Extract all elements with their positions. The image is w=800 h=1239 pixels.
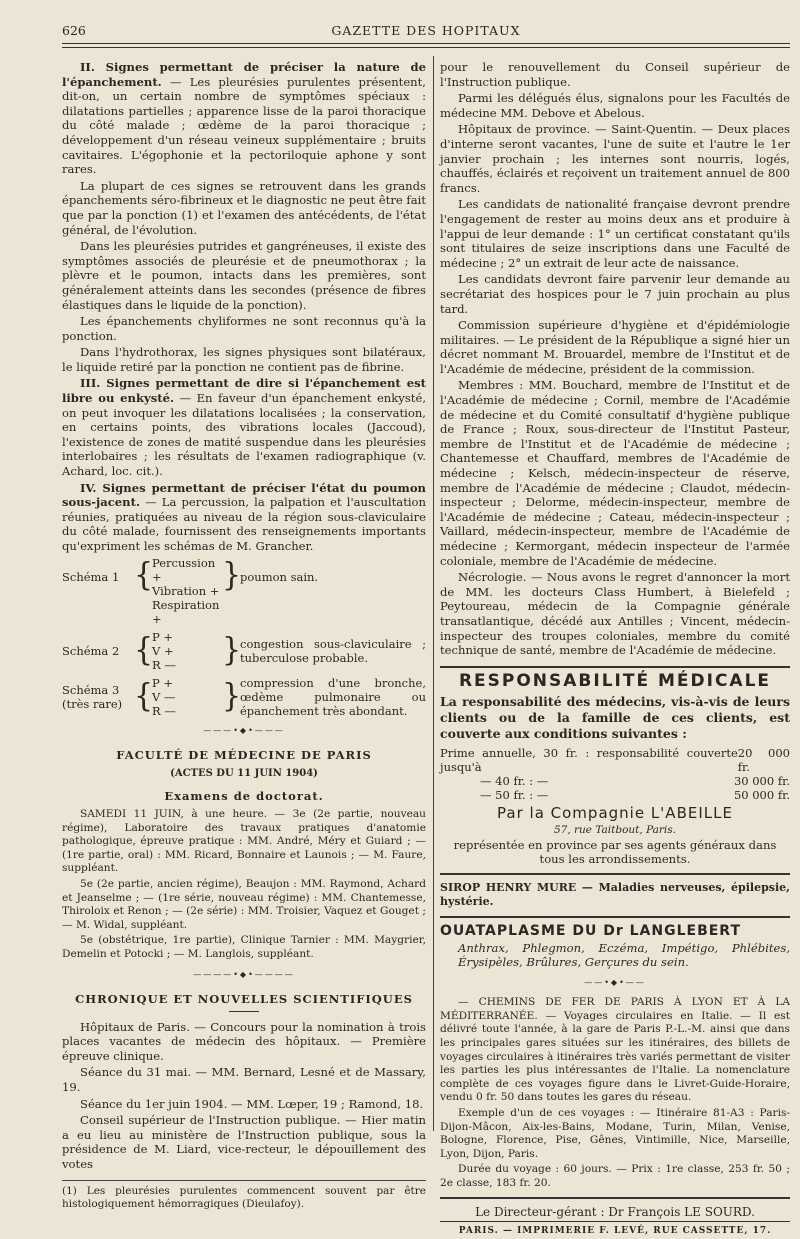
paragraph: pour le renouvellement du Conseil supérieur de l'Instruction publique.	[440, 60, 790, 89]
schema-line: V +	[152, 643, 174, 658]
paragraph: Dans l'hydrothorax, les signes physiques sont bilatéraux, le liquide retiré par la ponction ne contient pas de fibrine.	[62, 345, 426, 374]
schema-label: Schéma 2	[62, 643, 120, 658]
journal-title: GAZETTE DES HOPITAUX	[331, 22, 521, 38]
paragraph: Durée du voyage : 60 jours. — Prix : 1re classe, 253 fr. 50 ; 2e classe, 183 fr. 20.	[440, 1163, 790, 1189]
sirop-ad: SIROP HENRY MURE — Maladies nerveuses, épilepsie, hystérie.	[440, 880, 790, 909]
column-divider	[433, 56, 434, 1131]
chronique-title: CHRONIQUE ET NOUVELLES SCIENTIFIQUES	[75, 992, 413, 1007]
commission: Commission supérieure d'hygiène et d'épidémiologie militaires. — Le président de la République a signé hier un décret nommant M. Brouardel, membre de l'Institut et de l'Académie de médecine, président de la commission.	[440, 318, 790, 376]
brace-icon: {	[134, 556, 154, 594]
responsabilite-title: RESPONSABILITÉ MÉDICALE	[458, 670, 772, 691]
schema-label-text: Schéma 3	[62, 682, 120, 697]
paragraph: — CHEMINS DE FER DE PARIS À LYON ET À LA MÉDITERRANÉE. — Voyages circulaires en Italie. — Il est délivré toute l'année, à la gare de Paris P.-L.-M. ainsi que dans les principales gares situées sur les itinéraires, des billets de voyages circulaires à itinéraires très variés permettant de visiter les parties les plus intéressantes de l'Italie. La nomenclature complète de ces voyages figure dans le Livret-Guide-Horaire, vendu 0 fr. 50 dans toutes les gares du réseau.	[440, 996, 790, 1104]
schema-2	[62, 630, 426, 672]
chemins-block	[440, 996, 790, 1190]
footnote: (1) Les pleurésies purulentes commencent souvent par être histologiquement hémorragiques (Dieulafoy).	[62, 1180, 426, 1211]
section-2-title: II. Signes permettant de préciser la nature de l'épanchement.	[62, 60, 426, 89]
schema-1	[62, 556, 426, 626]
section-3-title: III. Signes permettant de dire si l'épanchement est libre ou enkysté.	[62, 376, 426, 406]
paragraph: Les épanchements chyliformes ne sont reconnus qu'à la ponction.	[62, 314, 426, 343]
footer-rule	[440, 1197, 790, 1199]
schema-line: Percussion +	[152, 555, 216, 584]
ad-rule	[440, 873, 790, 875]
abeille-title: Par la Compagnie L'ABEILLE	[497, 804, 733, 823]
paragraph: Séance du 31 mai. — MM. Bernard, Lesné et de Massary, 19.	[62, 1065, 426, 1095]
paragraph: SAMEDI 11 JUIN, à une heure. — 3e (2e partie, nouveau régime), Laboratoire des travaux pratiques d'anatomie pathologique, épreuve pratique : MM. André, Méry et Guiard ; — (1re partie, oral) : MM. Ricard, Bonnaire et Launois ; — M. Faure, suppléant.	[62, 807, 426, 875]
prime-amount: 20 000 fr.	[737, 746, 790, 775]
header-rule-2	[62, 47, 790, 48]
schema-result: poumon sain.	[240, 569, 319, 584]
ad-rule	[440, 666, 790, 668]
paragraph: Séance du 1er juin 1904. — MM. Lœper, 19 ; Ramond, 18.	[80, 1096, 424, 1111]
prime-row	[440, 746, 790, 774]
prime-label: — 40 fr. : —	[480, 774, 549, 789]
schema-line: V —	[152, 689, 176, 704]
schema-label: Schéma 1	[62, 569, 120, 584]
prime-row	[440, 774, 790, 788]
membres: Membres : MM. Bouchard, membre de l'Institut et de l'Académie de médecine ; Cornil, membre de l'Académie de médecine et du Comité consultatif d'hygiène publique de France ; Roux, sous-directeur de l'Institut Pasteur, membre de l'Institut et de l'Académie de médecine ; Chantemesse et Chauffard, membres de l'Académie de médecine ; Kelsch, médecin-inspecteur de réserve, membre de l'Académie de médecine ; Claudot, médecin-inspecteur ; Delorme, médecin-inspecteur, membre de l'Académie de médecine ; Cateau, médecin-inspecteur ; Vaillard, médecin-inspecteur, membre de l'Académie de médecine ; Kermorgant, médecin inspecteur de l'armée coloniale, membre de l'Académie de médecine.	[440, 378, 790, 568]
schema-label-note: (très rare)	[62, 696, 123, 711]
schema-line: R —	[152, 703, 176, 718]
schema-line: P +	[152, 675, 174, 690]
ouataplasme-subtitle: Anthrax, Phlegmon, Eczéma, Impétigo, Phlébites, Érysipèles, Brûlures, Gerçures du sein.	[458, 940, 790, 970]
prime-row	[440, 788, 790, 802]
brace-icon: {	[134, 677, 154, 715]
abeille-text: représentée en province par ses agents généraux dans tous les arrondissements.	[453, 837, 777, 867]
schema-lines	[152, 676, 222, 718]
paragraph: 5e (2e partie, ancien régime), Beaujon : MM. Raymond, Achard et Jeanselme ; — (1re série, nouveau régime) : MM. Chantemesse, Thiroloix et Renon ; — (2e série) : MM. Troisier, Vaquez et Gouget ; — M. Widal, suppléant.	[62, 877, 426, 931]
brace-icon: }	[222, 556, 242, 594]
abeille-address: 57, rue Taitbout, Paris.	[553, 823, 677, 836]
imprimerie: PARIS. — IMPRIMERIE F. LEVÉ, RUE CASSETTE, 17.	[458, 1226, 772, 1237]
short-rule	[229, 1011, 259, 1012]
paragraph: Les candidats de nationalité française devront prendre l'engagement de rester au moins deux ans et produire à l'appui de leur demande : 1° un certificat constatant qu'ils sont titulaires de seize inscriptions dans une Faculté de médecine ; 2° un extrait de leur acte de naissance.	[440, 197, 790, 270]
page-number: 626	[62, 22, 86, 38]
prime-table	[440, 746, 790, 802]
header-rule	[62, 43, 790, 44]
paragraph: Dans les pleurésies putrides et gangréneuses, il existe des symptômes associés de pleurésie et de pneumothorax ; la plèvre et le poumon, intacts dans les premières, sont généralement atteints dans les secondes (présence de fibres élastiques dans le liquide de la ponction).	[62, 239, 426, 312]
schema-lines	[152, 630, 222, 672]
ornament-separator: ——•◆•——	[584, 977, 646, 987]
faculte-subtitle: (ACTES DU 11 JUIN 1904)	[170, 767, 318, 779]
section-2-text: — Les pleurésies purulentes présentent, dit-on, un certain nombre de symptômes spéciaux : dilatations partielles ; apparence lisse de la paroi thoracique du côté malade ; œdème de la paroi thoracique ; développement d'un réseau veineux supplémentaire ; bruits cavitaires. L'égophonie et la pectoriloquie aphone y sont rares.	[62, 74, 426, 177]
hopitaux-province: Hôpitaux de province. — Saint-Quentin. — Deux places d'interne seront vacantes, l'une de suite et l'autre le 1er janvier prochain ; les internes sont nourris, logés, chauffés, éclairés et reçoivent un traitement annuel de 800 francs.	[440, 122, 790, 195]
ouataplasme-title: OUATAPLASME DU Dr LANGLEBERT	[440, 922, 741, 939]
paragraph: Exemple d'un de ces voyages : — Itinéraire 81-A3 : Paris-Dijon-Mâcon, Aix-les-Bains, Modane, Turin, Milan, Venise, Bologne, Florence, Pise, Gênes, Vintimille, Nice, Marseille, Lyon, Dijon, Paris.	[440, 1107, 790, 1160]
ornament-separator: ———•◆•———	[203, 725, 285, 735]
left-column	[62, 60, 426, 1211]
necrologie: Nécrologie. — Nous avons le regret d'annoncer la mort de MM. les docteurs Class Humbert, à Bielefeld ; Peytoureau, médecin de la Compagnie générale transatlantique, décédé aux Antilles ; Vincent, médecin-inspecteur des troupes coloniales, membre du comité technique de santé, membre de l'Académie de médecine.	[440, 570, 790, 658]
examens-block	[62, 808, 426, 962]
prime-label: — 50 fr. : —	[480, 788, 549, 803]
prime-label: Prime annuelle, 30 fr. : responsabilité couverte jusqu'à	[440, 746, 738, 775]
prime-amount: 30 000 fr.	[733, 774, 790, 789]
paragraph: 5e (obstétrique, 1re partie), Clinique Tarnier : MM. Maygrier, Demelin et Potocki ; — M. Langlois, suppléant.	[62, 934, 426, 960]
brace-icon: {	[134, 631, 154, 669]
faculte-title: FACULTÉ DE MÉDECINE DE PARIS	[116, 748, 372, 763]
section-3	[62, 376, 426, 478]
section-4-text: — La percussion, la palpation et l'auscultation réunies, pratiquées au niveau de la région sous-claviculaire du côté malade, fournissent des renseignements importants qu'expriment les schémas de M. Grancher.	[62, 495, 427, 553]
paragraph: La plupart de ces signes se retrouvent dans les grands épanchements séro-fibrineux et le diagnostic ne peut être fait que par la ponction (1) et l'examen des antécédents, de l'état général, de l'évolution.	[62, 178, 426, 237]
ad-rule	[440, 916, 790, 918]
paragraph: Parmi les délégués élus, signalons pour les Facultés de médecine MM. Debove et Abelous.	[440, 91, 790, 120]
ornament-separator: ————•◆•————	[193, 969, 295, 979]
paragraph: Les candidats devront faire parvenir leur demande au secrétariat des hospices pour le 7 juin prochain au plus tard.	[440, 272, 790, 316]
directeur-gerant: Le Directeur-gérant : Dr François LE SOURD.	[475, 1204, 755, 1219]
schema-line: Respiration +	[152, 597, 220, 626]
conseil-superieur: Conseil supérieur de l'Instruction publique. — Hier matin a eu lieu au ministère de l'Instruction publique, sous la présidence de M. Liard, vice-recteur, le dépouillement des votes	[62, 1113, 426, 1172]
section-4	[62, 481, 426, 554]
right-column	[440, 60, 790, 1239]
examens-title: Examens de doctorat.	[164, 789, 324, 804]
schema-result: congestion sous-claviculaire ; tuberculose probable.	[240, 636, 426, 665]
hopitaux-paris: Hôpitaux de Paris. — Concours pour la nomination à trois places vacantes de médecin des hôpitaux. — Première épreuve clinique.	[62, 1019, 426, 1063]
schema-line: Vibration +	[152, 583, 220, 598]
schema-label	[62, 676, 134, 718]
schema-line: P +	[152, 629, 174, 644]
section-2	[62, 60, 426, 177]
schema-3	[62, 676, 426, 718]
schema-line: R —	[152, 657, 176, 672]
footer-rule	[440, 1221, 790, 1222]
prime-amount: 50 000 fr.	[733, 788, 790, 803]
brace-icon: }	[222, 631, 242, 669]
schema-result: compression d'une bronche, œdème pulmonaire ou épanchement très abondant.	[240, 675, 426, 718]
responsabilite-subtitle: La responsabilité des médecins, vis-à-vis de leurs clients ou de la famille de ces clients, est couverte aux conditions suivantes :	[440, 694, 790, 742]
section-4-title: IV. Signes permettant de préciser l'état du poumon sous-jacent.	[62, 480, 426, 510]
page-header	[62, 20, 786, 40]
section-3-text: — En faveur d'un épanchement enkysté, on peut invoquer les dilatations localisées ; la conservation, en certains points, des vibrations locales (Jaccoud), l'existence de zones de matité suspendue dans les pleurésies interlobaires ; les résultats de l'examen radiographique (v. Achard, loc. cit.).	[62, 391, 427, 479]
schema-lines	[152, 556, 222, 626]
brace-icon: }	[222, 677, 242, 715]
